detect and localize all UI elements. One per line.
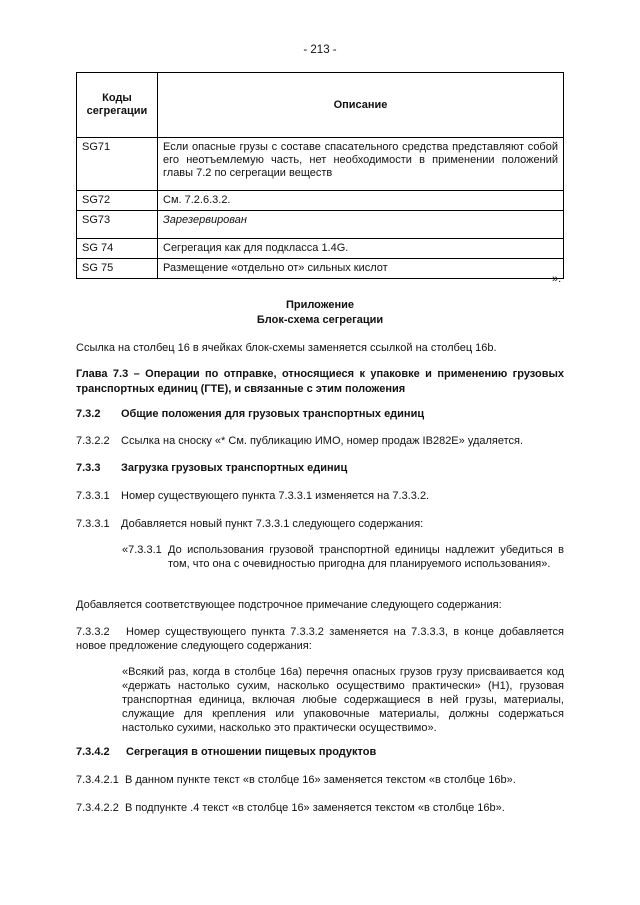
page-number: - 213 -: [303, 44, 337, 56]
header-description: Описание: [158, 73, 564, 138]
table-row: [77, 259, 564, 279]
section-7-3-4-2: [76, 745, 564, 760]
paragraph-ref16: Ссылка на столбец 16 в ячейках блок-схемы заменяется ссылкой на столбец 16b.: [76, 342, 497, 354]
row-description: Размещение «отдельно от» сильных кислот: [158, 259, 564, 279]
row-code: SG 74: [77, 239, 158, 259]
section-7-3-2: [76, 407, 564, 422]
section-title: Сегрегация в отношении пищевых продуктов: [126, 746, 377, 758]
row-description: Сегрегация как для подкласса 1.4G.: [158, 239, 564, 259]
appendix-subtitle: Блок-схема сегрегации: [256, 314, 384, 326]
paragraph-7-3-3-2-text: Номер существующего пункта 7.3.3.2 заменяется на 7.3.3.3, в конце добавляется новое предложение следующего содержания:: [76, 626, 564, 652]
table-row: [77, 239, 564, 259]
paragraph-number: 7.3.3.2: [76, 626, 110, 638]
paragraph-footnote-intro: Добавляется соответствующее подстрочное примечание следующего содержания:: [76, 599, 502, 611]
quote-number: «7.3.3.1: [122, 544, 162, 556]
section-title: Загрузка грузовых транспортных единиц: [121, 462, 348, 474]
row-code: SG72: [77, 191, 158, 211]
paragraph-7-3-4-2-1: [76, 773, 564, 788]
paragraph-number: 7.3.3.1: [76, 490, 110, 502]
table-row: [77, 191, 564, 211]
paragraph-text: Добавляется новый пункт 7.3.3.1 следующего содержания:: [121, 518, 424, 530]
chapter-title: Глава 7.3 – Операции по отправке, относящиеся к упаковке и применению грузовых транспортных единиц (ГТЕ), и связанные с этим положения: [76, 368, 564, 395]
paragraph-7-3-3-1-renumber: [76, 489, 564, 504]
paragraph-text: В данном пункте текст «в столбце 16» заменяется текстом «в столбце 16b».: [124, 774, 516, 786]
paragraph-7-3-2-2: [76, 434, 564, 449]
table-row: [77, 138, 564, 191]
table-closing-mark: ».: [552, 273, 562, 285]
quote-keep-dry: «Всякий раз, когда в столбце 16а) перечня опасных грузов грузу присваивается код «держать настолько сухим, насколько осуществимо практически» (H1), грузовая транспортная единица, включая любые содержащиеся в ней грузы, материалы, служащие для крепления или упаковочные материалы, должны содержаться настолько сухими, насколько это практически осуществимо».: [122, 666, 564, 734]
quote-7-3-3-1-text: До использования грузовой транспортной единицы надлежит убедиться в том, что она с очевидностью пригодна для планируемого использования».: [168, 544, 564, 570]
paragraph-text: В подпункте .4 текст «в столбце 16» заменяется текстом «в столбце 16b».: [124, 802, 505, 814]
row-code: SG73: [77, 211, 158, 239]
table-row: [77, 211, 564, 239]
section-number: 7.3.4.2: [76, 746, 110, 758]
paragraph-7-3-4-2-2: [76, 801, 564, 816]
row-description: См. 7.2.6.3.2.: [158, 191, 564, 211]
paragraph-number: 7.3.2.2: [76, 435, 110, 447]
section-7-3-3: [76, 461, 564, 476]
row-description: Зарезервирован: [158, 211, 564, 239]
header-codes: Коды сегрегации: [77, 73, 158, 138]
section-title: Общие положения для грузовых транспортных единиц: [121, 408, 425, 420]
paragraph-text: Номер существующего пункта 7.3.3.1 изменяется на 7.3.3.2.: [121, 490, 430, 502]
paragraph-7-3-3-1-add: [76, 517, 564, 532]
appendix-title: Приложение: [285, 299, 355, 311]
row-description: Если опасные грузы с составе спасательного средства представляют собой его неотъемлемую часть, нет необходимости в применении положений главы 7.2 по сегрегации веществ: [158, 138, 564, 191]
paragraph-number: 7.3.4.2.2: [76, 802, 119, 814]
table-header-row: [77, 73, 564, 138]
segregation-codes-table: [76, 72, 564, 279]
paragraph-number: 7.3.3.1: [76, 518, 110, 530]
paragraph-number: 7.3.4.2.1: [76, 774, 119, 786]
paragraph-text: Ссылка на сноску «* См. публикацию ИМО, номер продаж IB282E» удаляется.: [121, 435, 524, 447]
section-number: 7.3.3: [76, 462, 101, 474]
section-number: 7.3.2: [76, 408, 101, 420]
row-code: SG71: [77, 138, 158, 191]
row-code: SG 75: [77, 259, 158, 279]
